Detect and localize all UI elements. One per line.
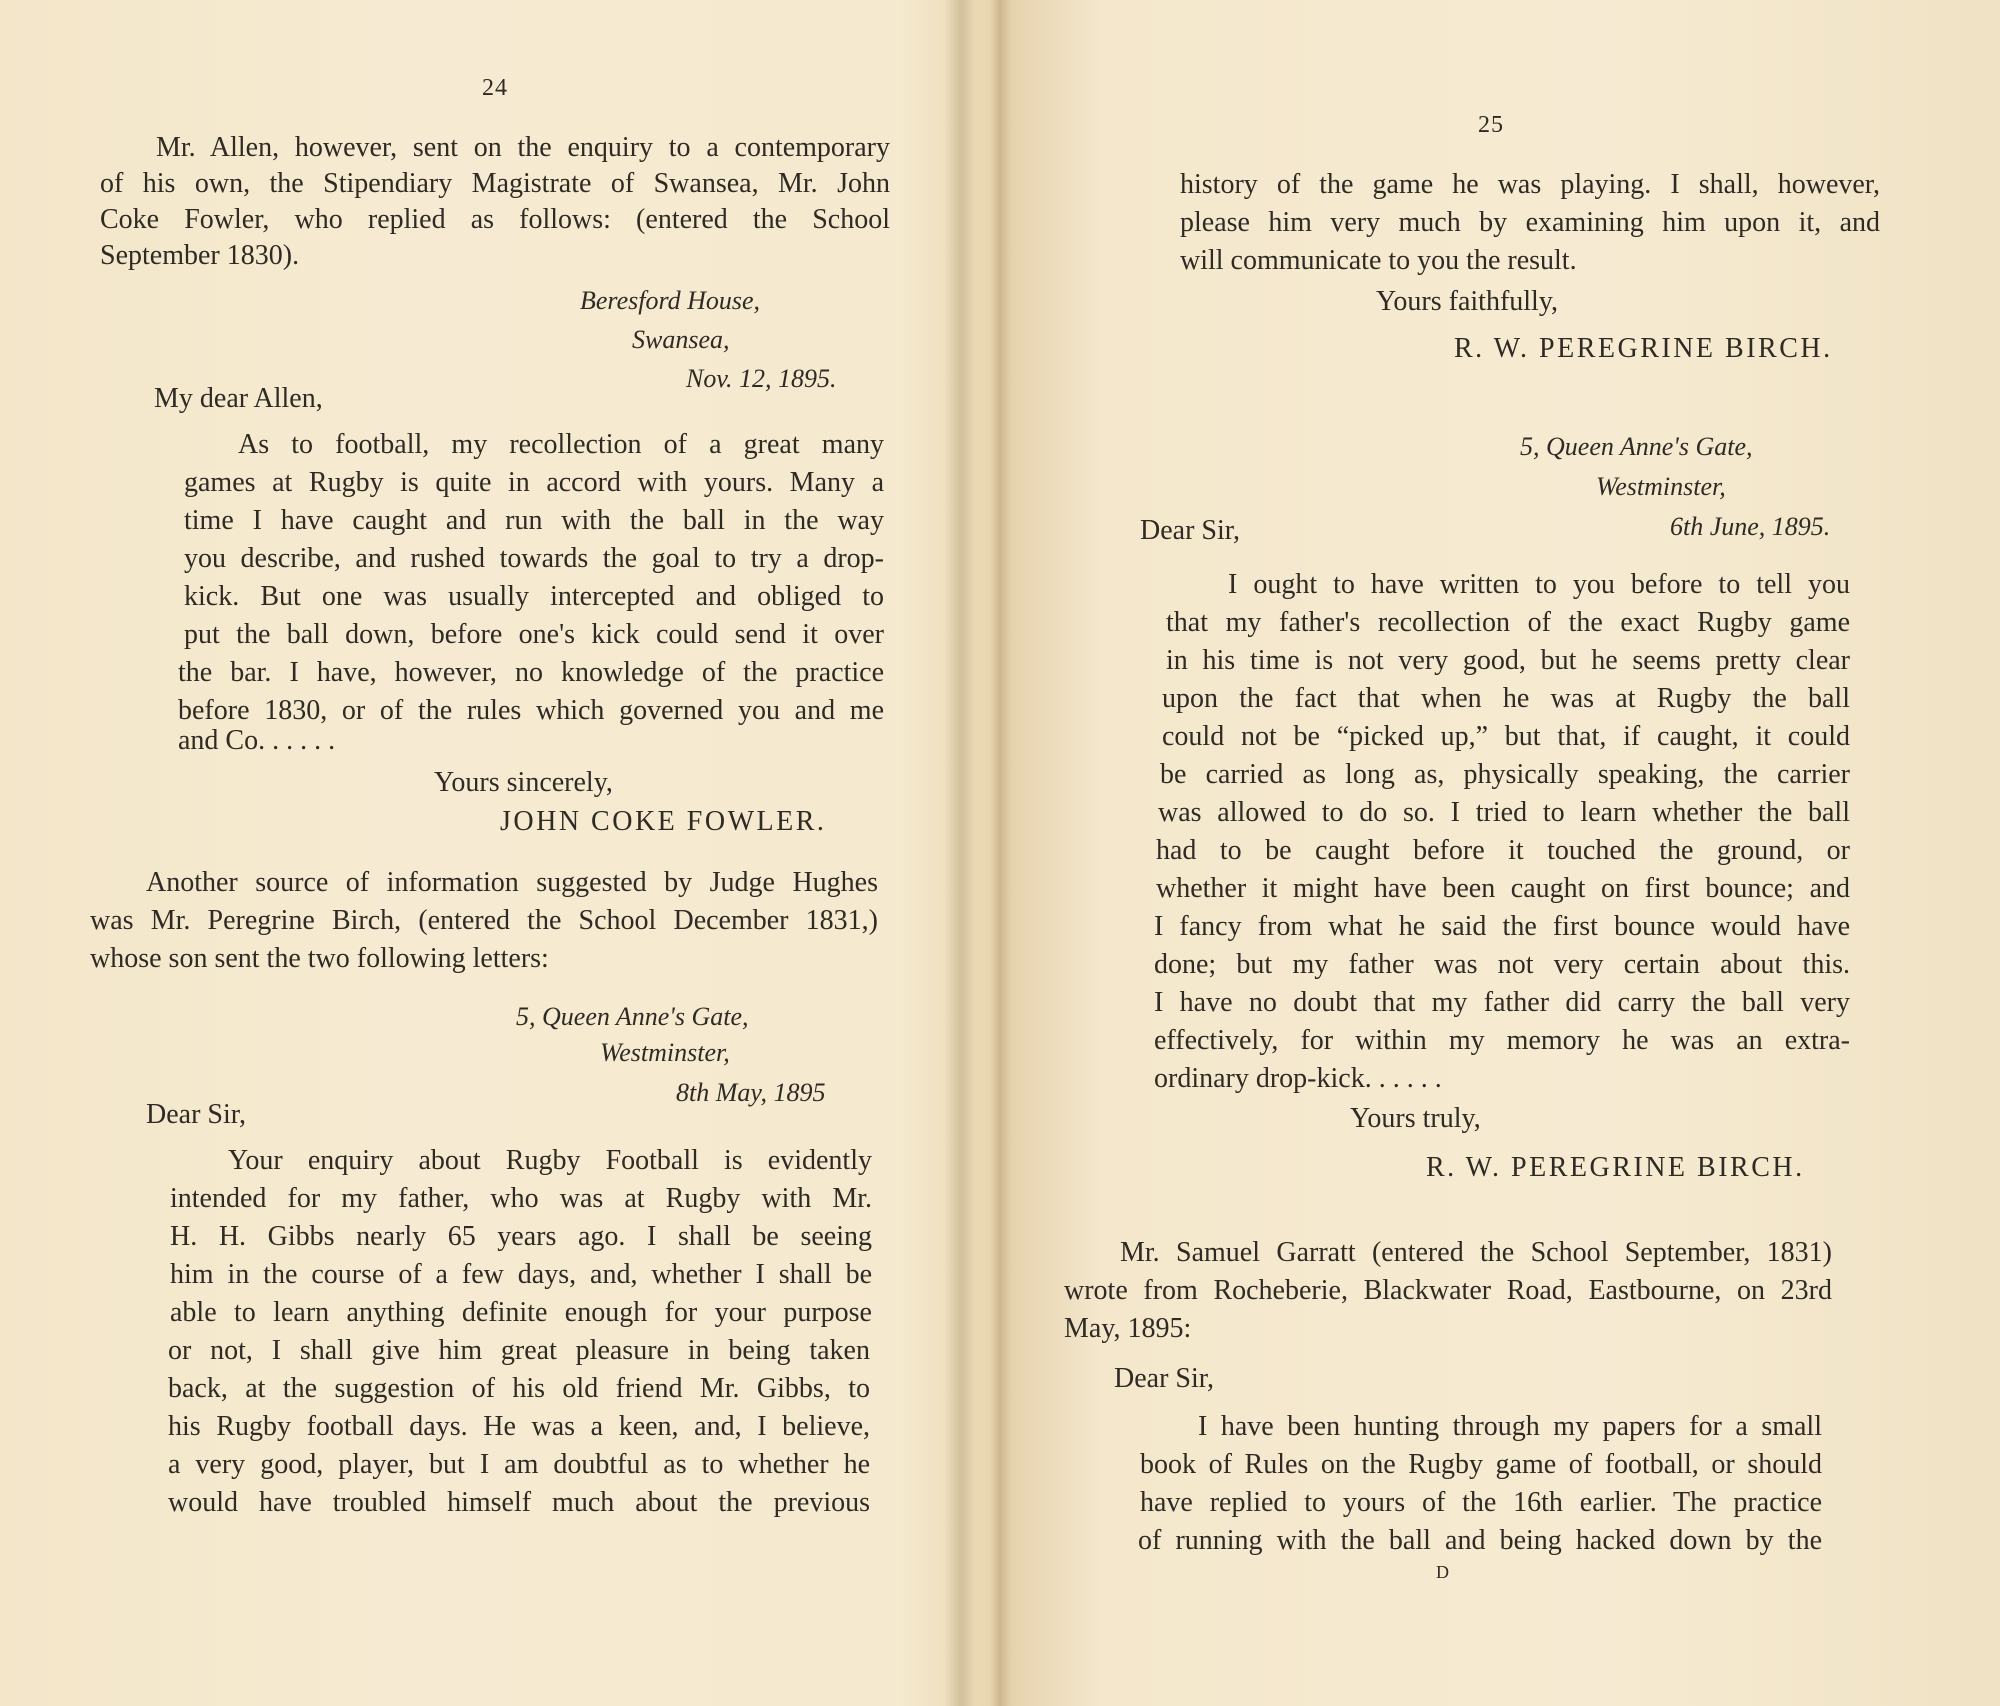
letter-salutation: Dear Sir, [1114,1363,1214,1394]
letter-closing: Yours faithfully, [1376,286,1559,317]
letter-body-line: put the ball down, before one's kick could send it over [184,619,884,650]
letter-body-line: Your enquiry about Rugby Football is evidently [228,1145,872,1176]
letter-body-line: had to be caught before it touched the ground, or [1156,835,1850,866]
intro-line: wrote from Rocheberie, Blackwater Road, Eastbourne, on 23rd [1064,1275,1832,1306]
letter-body-line: whether it might have been caught on first bounce; and [1156,873,1850,904]
letter-body-line: you describe, and rushed towards the goal to try a drop- [184,543,884,574]
letter-salutation: My dear Allen, [154,383,323,414]
letter-body-line: in his time is not very good, but he seems pretty clear [1166,645,1850,676]
letter-body-line: I have no doubt that my father did carry the ball very [1154,987,1850,1018]
left-page [0,0,950,1706]
page-number-right: 25 [1478,112,1504,138]
letter-body-line: will communicate to you the result. [1180,245,1577,276]
letter-body-line: I have been hunting through my papers for a small [1198,1411,1822,1442]
right-page [980,0,2000,1706]
intro-line: Another source of information suggested by Judge Hughes [146,867,878,898]
letter-body-line: have replied to yours of the 16th earlier. The practice [1140,1487,1822,1518]
letter-closing: Yours truly, [1350,1103,1481,1134]
letter-date: 6th June, 1895. [1670,512,1831,541]
intro-line: September 1830). [100,240,300,271]
intro-line: Coke Fowler, who replied as follows: (entered the School [100,204,890,235]
letter-salutation: Dear Sir, [1140,515,1240,546]
letter-body-line: please him very much by examining him upon it, and [1180,207,1880,238]
letter-date: 8th May, 1895 [676,1078,826,1107]
letter-body-line: could not be “picked up,” but that, if caught, it could [1162,721,1850,752]
letter-body-line: H. H. Gibbs nearly 65 years ago. I shall be seeing [170,1221,872,1252]
letter-body-line: him in the course of a few days, and, whether I shall be [170,1259,872,1290]
letter-body-line: As to football, my recollection of a great many [238,429,884,460]
letter-body-line: upon the fact that when he was at Rugby the ball [1162,683,1850,714]
letter-body-line: would have troubled himself much about the previous [168,1487,870,1518]
letter-body-line: games at Rugby is quite in accord with yours. Many a [184,467,884,498]
letter-address-line: 5, Queen Anne's Gate, [1520,432,1753,461]
letter-body-line: was allowed to do so. I tried to learn whether the ball [1158,797,1850,828]
letter-body-line: book of Rules on the Rugby game of football, or should [1140,1449,1822,1480]
letter-address-line: Westminster, [1596,472,1726,501]
letter-body-line: of running with the ball and being hacked down by the [1138,1525,1822,1556]
letter-body-line: and Co. . . . . . [178,725,336,756]
letter-date: Nov. 12, 1895. [686,364,837,393]
letter-body-line: done; but my father was not very certain about this. [1154,949,1850,980]
letter-body-line: the bar. I have, however, no knowledge of the practice [178,657,884,688]
letter-address-line: Swansea, [632,325,730,354]
letter-body-line: able to learn anything definite enough for your purpose [170,1297,872,1328]
intro-line: May, 1895: [1064,1313,1192,1344]
letter-address-line: 5, Queen Anne's Gate, [516,1002,749,1031]
letter-body-line: his Rugby football days. He was a keen, and, I believe, [168,1411,870,1442]
letter-body-line: I ought to have written to you before to tell you [1228,569,1850,600]
letter-body-line: before 1830, or of the rules which governed you and me [178,695,884,726]
letter-body-line: time I have caught and run with the ball in the way [184,505,884,536]
letter-body-line: ordinary drop-kick. . . . . . [1154,1063,1442,1094]
letter-signature: R. W. PEREGRINE BIRCH. [1426,1152,1805,1183]
letter-body-line: be carried as long as, physically speaking, the carrier [1160,759,1850,790]
letter-signature: JOHN COKE FOWLER. [500,806,827,837]
letter-address-line: Beresford House, [580,286,761,315]
letter-salutation: Dear Sir, [146,1099,246,1130]
intro-line: of his own, the Stipendiary Magistrate of Swansea, Mr. John [100,168,890,199]
letter-signature: R. W. PEREGRINE BIRCH. [1454,333,1833,364]
signature-mark: D [1436,1562,1449,1582]
letter-body-line: that my father's recollection of the exact Rugby game [1166,607,1850,638]
intro-line: was Mr. Peregrine Birch, (entered the School December 1831,) [90,905,878,936]
letter-body-line: a very good, player, but I am doubtful as to whether he [168,1449,870,1480]
letter-body-line: effectively, for within my memory he was an extra- [1154,1025,1850,1056]
intro-line: whose son sent the two following letters: [90,943,549,974]
intro-line: Mr. Allen, however, sent on the enquiry to a contemporary [156,132,890,163]
letter-closing: Yours sincerely, [434,767,613,798]
letter-body-line: back, at the suggestion of his old friend Mr. Gibbs, to [168,1373,870,1404]
letter-body-line: kick. But one was usually intercepted and obliged to [184,581,884,612]
intro-line: Mr. Samuel Garratt (entered the School September, 1831) [1120,1237,1832,1268]
letter-body-line: history of the game he was playing. I shall, however, [1180,169,1880,200]
letter-body-line: or not, I shall give him great pleasure in being taken [168,1335,870,1366]
letter-body-line: I fancy from what he said the first bounce would have [1154,911,1850,942]
letter-body-line: intended for my father, who was at Rugby with Mr. [170,1183,872,1214]
page-number-left: 24 [482,75,508,101]
letter-address-line: Westminster, [600,1038,730,1067]
